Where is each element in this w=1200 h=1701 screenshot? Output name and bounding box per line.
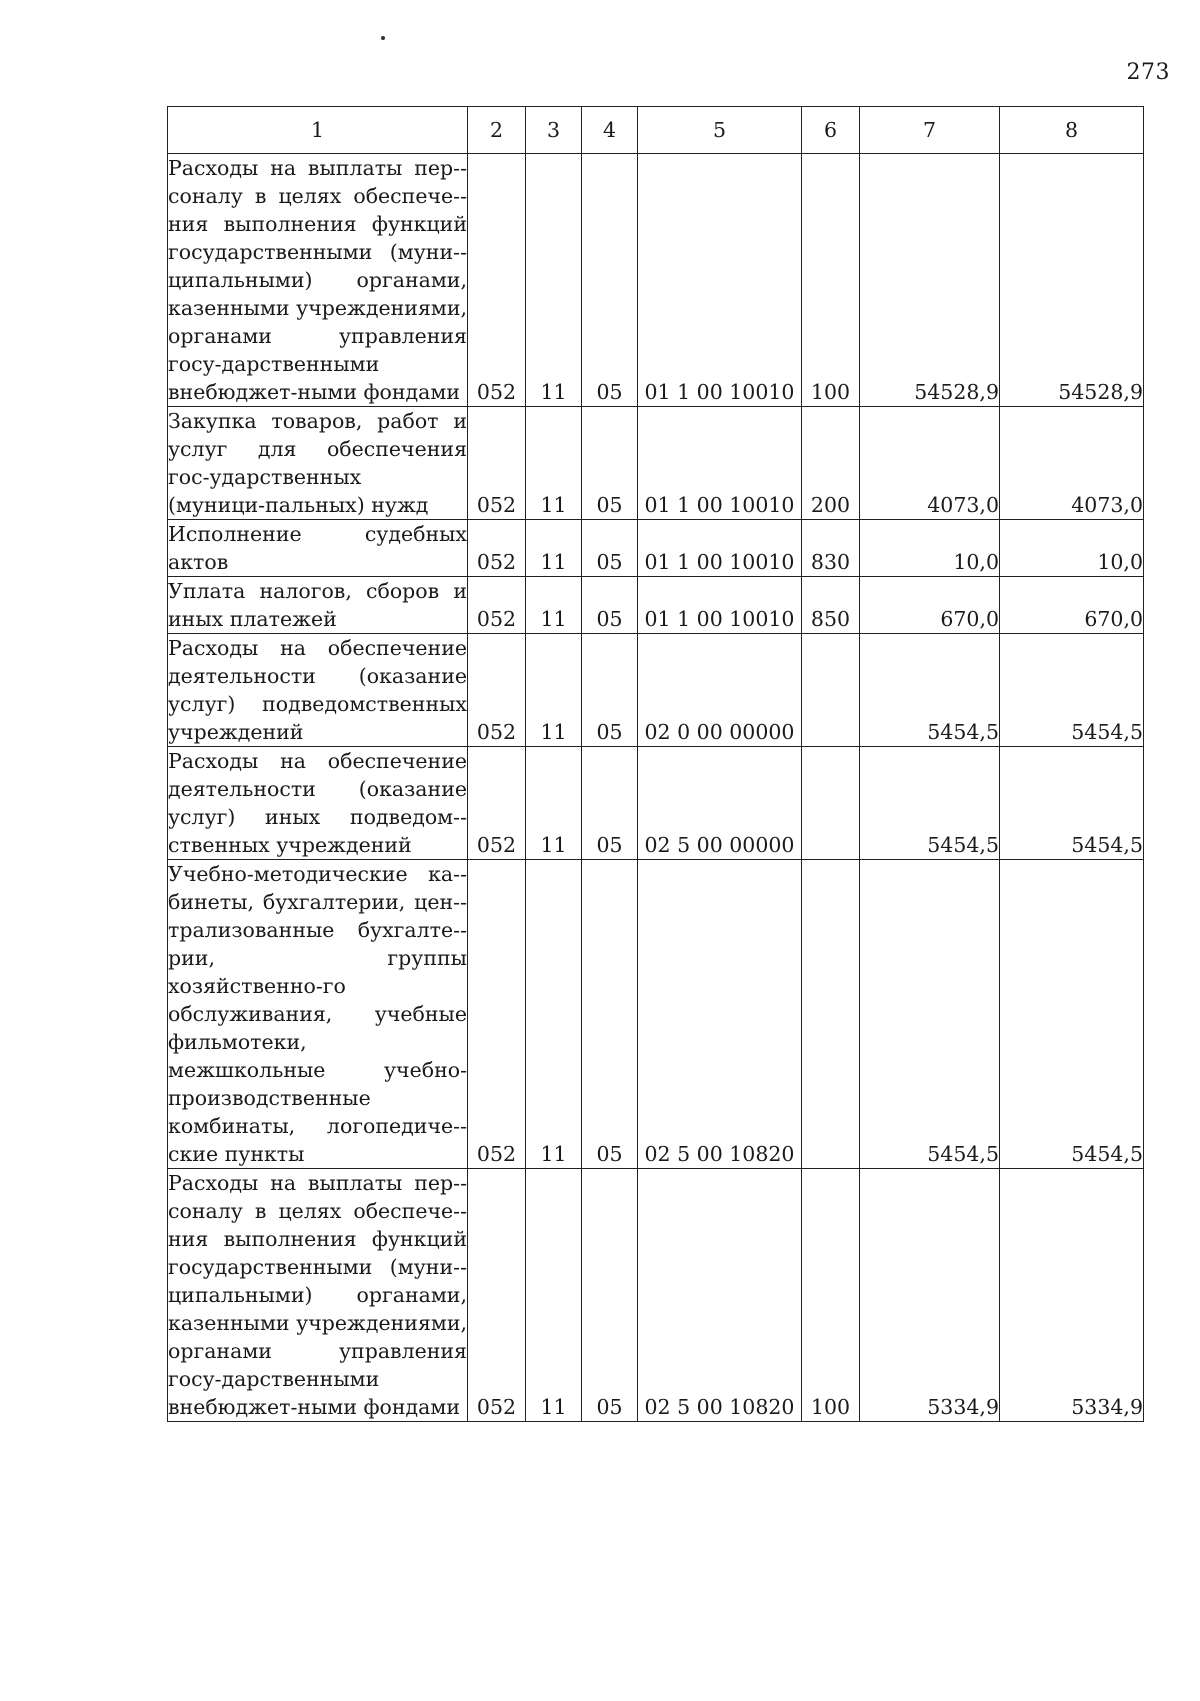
amount-col8: 670,0 xyxy=(1000,577,1144,634)
section-code: 11 xyxy=(526,577,582,634)
subsection-code: 05 xyxy=(582,520,638,577)
table-row xyxy=(168,577,1144,634)
column-header: 5 xyxy=(638,107,802,154)
column-header: 1 xyxy=(168,107,468,154)
target-article-code: 01 1 00 10010 xyxy=(638,407,802,520)
expense-description: Расходы на обеспечение деятельности (оказание услуг) иных подведом-ственных учреждений xyxy=(168,747,468,860)
subsection-code: 05 xyxy=(582,154,638,407)
amount-col7: 5454,5 xyxy=(860,634,1000,747)
ministry-code: 052 xyxy=(468,1169,526,1422)
target-article-code: 01 1 00 10010 xyxy=(638,520,802,577)
section-code: 11 xyxy=(526,520,582,577)
subsection-code: 05 xyxy=(582,860,638,1169)
amount-col7: 10,0 xyxy=(860,520,1000,577)
section-code: 11 xyxy=(526,860,582,1169)
section-code: 11 xyxy=(526,747,582,860)
expense-description: Расходы на выплаты пер-соналу в целях обеспече-ния выполнения функций государственными (муни-ципальными) органами, казенными учреждениями, органами управления госу-дарственными внебюджет-ными фондами xyxy=(168,1169,468,1422)
subsection-code: 05 xyxy=(582,407,638,520)
target-article-code: 02 5 00 00000 xyxy=(638,747,802,860)
expense-type-code xyxy=(802,747,860,860)
expense-type-code: 100 xyxy=(802,154,860,407)
expense-type-code xyxy=(802,634,860,747)
expense-type-code: 850 xyxy=(802,577,860,634)
section-code: 11 xyxy=(526,154,582,407)
table-row xyxy=(168,1169,1144,1422)
subsection-code: 05 xyxy=(582,634,638,747)
expense-description: Исполнение судебных актов xyxy=(168,520,468,577)
ministry-code: 052 xyxy=(468,520,526,577)
section-code: 11 xyxy=(526,634,582,747)
amount-col8: 5454,5 xyxy=(1000,860,1144,1169)
expense-type-code: 200 xyxy=(802,407,860,520)
target-article-code: 02 0 00 00000 xyxy=(638,634,802,747)
amount-col7: 5454,5 xyxy=(860,747,1000,860)
amount-col7: 670,0 xyxy=(860,577,1000,634)
ministry-code: 052 xyxy=(468,407,526,520)
expense-description: Уплата налогов, сборов и иных платежей xyxy=(168,577,468,634)
expense-description: Расходы на выплаты пер-соналу в целях обеспече-ния выполнения функций государственными (муни-ципальными) органами, казенными учреждениями, органами управления госу-дарственными внебюджет-ными фондами xyxy=(168,154,468,407)
scan-speck xyxy=(381,36,385,40)
ministry-code: 052 xyxy=(468,747,526,860)
table-row xyxy=(168,747,1144,860)
column-header: 7 xyxy=(860,107,1000,154)
amount-col7: 5334,9 xyxy=(860,1169,1000,1422)
target-article-code: 02 5 00 10820 xyxy=(638,1169,802,1422)
expense-type-code: 100 xyxy=(802,1169,860,1422)
subsection-code: 05 xyxy=(582,1169,638,1422)
expense-type-code xyxy=(802,860,860,1169)
expense-description: Учебно-методические ка-бинеты, бухгалтерии, цен-трализованные бухгалте-рии, группы хозяйственно-го обслуживания, учебные фильмотеки, межшкольные учебно-производственные комбинаты, логопедиче-ские пункты xyxy=(168,860,468,1169)
column-header: 6 xyxy=(802,107,860,154)
amount-col8: 54528,9 xyxy=(1000,154,1144,407)
column-header: 4 xyxy=(582,107,638,154)
subsection-code: 05 xyxy=(582,747,638,860)
amount-col8: 5454,5 xyxy=(1000,747,1144,860)
subsection-code: 05 xyxy=(582,577,638,634)
column-header: 3 xyxy=(526,107,582,154)
target-article-code: 02 5 00 10820 xyxy=(638,860,802,1169)
amount-col7: 54528,9 xyxy=(860,154,1000,407)
target-article-code: 01 1 00 10010 xyxy=(638,154,802,407)
ministry-code: 052 xyxy=(468,577,526,634)
table-row xyxy=(168,860,1144,1169)
ministry-code: 052 xyxy=(468,634,526,747)
expense-description: Расходы на обеспечение деятельности (оказание услуг) подведомственных учреждений xyxy=(168,634,468,747)
section-code: 11 xyxy=(526,407,582,520)
amount-col7: 4073,0 xyxy=(860,407,1000,520)
ministry-code: 052 xyxy=(468,154,526,407)
amount-col8: 4073,0 xyxy=(1000,407,1144,520)
amount-col7: 5454,5 xyxy=(860,860,1000,1169)
table-row xyxy=(168,520,1144,577)
target-article-code: 01 1 00 10010 xyxy=(638,577,802,634)
column-header: 2 xyxy=(468,107,526,154)
page-number: 273 xyxy=(1126,60,1170,85)
table-row xyxy=(168,154,1144,407)
table-row xyxy=(168,634,1144,747)
section-code: 11 xyxy=(526,1169,582,1422)
ministry-code: 052 xyxy=(468,860,526,1169)
expense-type-code: 830 xyxy=(802,520,860,577)
table-header-row xyxy=(168,107,1144,154)
amount-col8: 5334,9 xyxy=(1000,1169,1144,1422)
budget-table xyxy=(167,106,1144,1422)
table-row xyxy=(168,407,1144,520)
column-header: 8 xyxy=(1000,107,1144,154)
amount-col8: 5454,5 xyxy=(1000,634,1144,747)
expense-description: Закупка товаров, работ и услуг для обеспечения гос-ударственных (муници-пальных) нужд xyxy=(168,407,468,520)
amount-col8: 10,0 xyxy=(1000,520,1144,577)
